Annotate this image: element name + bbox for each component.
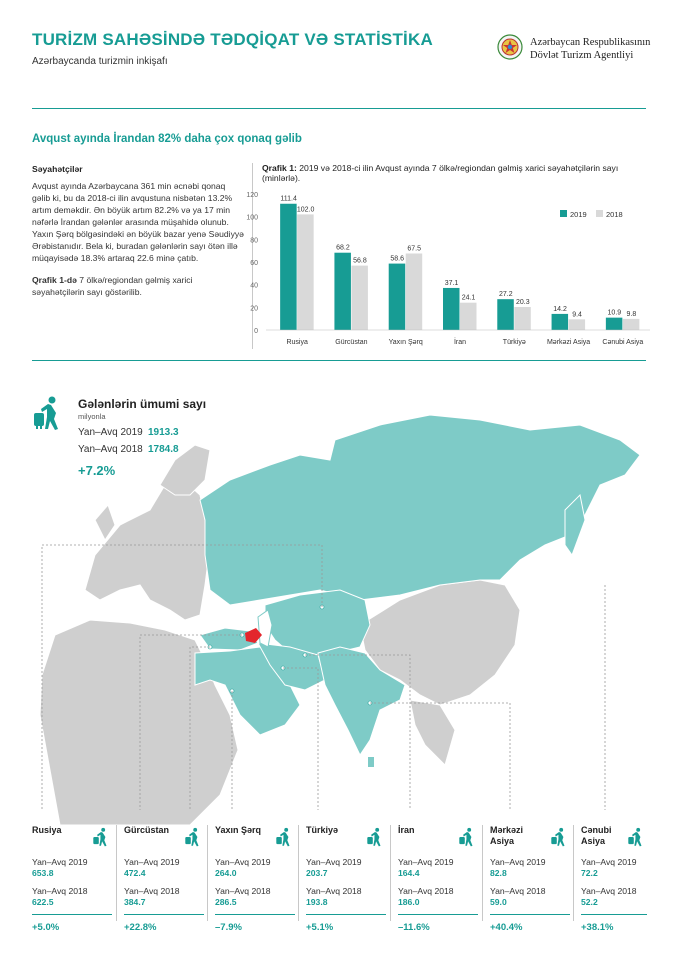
y-tick-label: 40 xyxy=(250,282,258,290)
section-heading: Avqust ayında İrandan 82% daha çox qonaq gəlib xyxy=(32,133,302,145)
page-title: TURİZM SAHƏSİNDƏ TƏDQİQAT VƏ STATİSTİKA xyxy=(32,30,433,49)
region-change: +5.0% xyxy=(32,922,60,933)
chart-note-rest: 7 ölkə/regiondan gəlmiş xarici səyahətçilərin sayı göstərilib. xyxy=(32,275,193,297)
y-tick-label: 120 xyxy=(246,192,258,199)
bar-value-label: 9.8 xyxy=(626,310,637,318)
bar-2018 xyxy=(297,214,314,330)
region-name: Rusiya xyxy=(32,825,62,835)
region-change: +38.1% xyxy=(581,922,614,933)
category-label: Gürcüstan xyxy=(335,339,368,346)
total-unit: milyonla xyxy=(78,412,106,421)
map-africa xyxy=(40,620,238,825)
bar-2018 xyxy=(351,266,368,330)
region-2018-value: 384.7 xyxy=(124,897,146,907)
walking-traveler-icon xyxy=(182,825,204,854)
map-se-asia xyxy=(410,700,455,765)
category-label: Yaxın Şərq xyxy=(388,339,423,346)
bar-2019 xyxy=(606,318,623,330)
legend-label: 2019 xyxy=(570,210,587,219)
total-title: Gələnlərin ümumi sayı xyxy=(78,397,207,411)
walking-traveler-icon xyxy=(625,825,647,854)
map-sri-lanka xyxy=(368,757,374,767)
bar-value-label: 68.2 xyxy=(336,244,350,252)
bar-2018 xyxy=(569,319,586,330)
chart-caption-bold: Qrafik 1: xyxy=(262,163,297,173)
walking-traveler-icon xyxy=(273,825,295,854)
region-2019-value: 82.8 xyxy=(490,868,507,878)
legend-swatch-2018 xyxy=(596,210,603,217)
region-2019-label: Yan–Avq 2019 xyxy=(215,857,271,867)
y-tick-label: 0 xyxy=(254,328,258,335)
text-block xyxy=(32,163,244,298)
bar-2018 xyxy=(623,319,640,330)
region-divider-line xyxy=(124,914,204,915)
bar-value-label: 37.1 xyxy=(444,279,459,287)
region-2019-label: Yan–Avq 2019 xyxy=(32,857,88,867)
region-2019-value: 72.2 xyxy=(581,868,598,878)
bar-value-label: 56.8 xyxy=(353,257,367,265)
region-column xyxy=(490,825,570,933)
region-column xyxy=(581,825,647,933)
bar-2018 xyxy=(460,303,477,330)
y-tick-label: 100 xyxy=(246,214,258,222)
map-caspian-sea xyxy=(258,610,272,647)
category-label: Türkiyə xyxy=(502,339,526,346)
bar-value-label: 24.1 xyxy=(461,294,476,302)
bar-value-label: 102.0 xyxy=(296,206,315,214)
agency-line-1: Azərbaycan Respublikasının xyxy=(530,37,651,48)
region-2018-label: Yan–Avq 2018 xyxy=(124,886,180,896)
region-2018-value: 622.5 xyxy=(32,897,54,907)
agency-name xyxy=(530,36,650,62)
region-column xyxy=(398,825,478,933)
state-emblem-icon xyxy=(497,34,523,60)
column-divider xyxy=(116,825,117,921)
y-tick-label: 80 xyxy=(250,237,258,245)
region-2019-label: Yan–Avq 2019 xyxy=(581,857,637,867)
column-divider xyxy=(573,825,574,921)
text-heading: Səyahətçilər xyxy=(32,164,83,174)
column-divider xyxy=(207,825,208,921)
bar-value-label: 58.6 xyxy=(390,255,405,263)
header-divider xyxy=(32,108,646,109)
chart-divider xyxy=(32,360,646,361)
y-tick-label: 20 xyxy=(250,305,258,313)
total-row-2018-value: 1784.8 xyxy=(148,444,179,455)
walking-traveler-icon xyxy=(28,395,68,431)
region-divider-line xyxy=(306,914,386,915)
bar-2018 xyxy=(406,254,423,331)
region-2018-value: 193.8 xyxy=(306,897,328,907)
region-2018-label: Yan–Avq 2018 xyxy=(306,886,362,896)
region-2019-value: 164.4 xyxy=(398,868,420,878)
bar-value-label: 20.3 xyxy=(515,298,530,306)
total-change: +7.2% xyxy=(78,463,116,478)
total-row-2019-label: Yan–Avq 2019 xyxy=(78,427,143,438)
bar-2019 xyxy=(334,253,351,330)
region-2018-value: 286.5 xyxy=(215,897,237,907)
region-change: +5.1% xyxy=(306,922,334,933)
bar-value-label: 27.2 xyxy=(498,291,513,299)
bar-chart xyxy=(240,178,660,353)
category-label: Cənubi Asiya xyxy=(602,339,644,346)
region-2019-value: 653.8 xyxy=(32,868,54,878)
bar-value-label: 9.4 xyxy=(572,311,582,319)
total-arrivals xyxy=(78,397,206,478)
region-2018-value: 52.2 xyxy=(581,897,598,907)
region-column xyxy=(215,825,295,933)
chart-caption-rest: 2019 və 2018-ci ilin Avqust ayında 7 ölkə/regiondan gəlmiş xarici səyahətçilərin sayı (minlərlə). xyxy=(262,163,619,183)
category-label: Rusiya xyxy=(286,339,308,346)
region-divider-line xyxy=(581,914,647,915)
legend-swatch-2019 xyxy=(560,210,567,217)
total-row-2019 xyxy=(78,427,206,438)
walking-traveler-icon xyxy=(364,825,386,854)
region-name: Türkiyə xyxy=(306,825,339,835)
column-divider xyxy=(482,825,483,921)
column-divider xyxy=(298,825,299,921)
bar-value-label: 111.4 xyxy=(280,195,297,203)
walking-traveler-icon xyxy=(456,825,478,854)
region-change: –7.9% xyxy=(215,922,242,933)
region-2018-label: Yan–Avq 2018 xyxy=(490,886,546,896)
region-2019-value: 264.0 xyxy=(215,868,237,878)
text-paragraph: Avqust ayında Azərbaycana 361 min əcnəbi qonaq gəlib ki, bu da 2018-ci ilin avqustuna nisbətən 13.2% artım deməkdir. Ən böyük artım 82.2% və ya 17 min nəfərlə İrandan gələnlər arasında müşahidə olunub. Yaxın Şərq bölgəsindəki ən böyük bazar yenə Səudiyyə Ərəbistanıdır. Bela ki, buradan gələnlərin sayı ötən illə müqayisədə 18.3% artaraq 22.6 minə çatıb. xyxy=(32,181,244,263)
region-change: +22.8% xyxy=(124,922,157,933)
bar-2019 xyxy=(280,204,297,330)
region-change: –11.6% xyxy=(398,922,430,933)
region-2018-label: Yan–Avq 2018 xyxy=(215,886,271,896)
region-2019-label: Yan–Avq 2019 xyxy=(306,857,362,867)
map-central-asia xyxy=(265,590,370,655)
region-column xyxy=(306,825,386,933)
region-2018-label: Yan–Avq 2018 xyxy=(32,886,88,896)
bar-2018 xyxy=(514,307,531,330)
bar-2019 xyxy=(552,314,569,330)
region-name: Cənubi Asiya xyxy=(581,825,612,846)
legend-label: 2018 xyxy=(606,210,623,219)
y-tick-label: 60 xyxy=(250,260,258,267)
category-label: Mərkəzi Asiya xyxy=(546,339,591,346)
region-2019-label: Yan–Avq 2019 xyxy=(124,857,180,867)
walking-traveler-icon xyxy=(548,825,570,854)
bar-2019 xyxy=(389,264,406,330)
walking-traveler-icon xyxy=(90,825,112,854)
total-row-2018 xyxy=(78,444,206,455)
region-2018-label: Yan–Avq 2018 xyxy=(398,886,454,896)
region-name: İran xyxy=(398,825,415,835)
region-2018-label: Yan–Avq 2018 xyxy=(581,886,637,896)
bar-value-label: 14.2 xyxy=(553,305,567,313)
total-row-2019-value: 1913.3 xyxy=(148,427,179,438)
page-subtitle: Azərbaycanda turizmin inkişafı xyxy=(32,56,168,67)
region-divider-line xyxy=(490,914,570,915)
chart-note-bold: Qrafik 1-də xyxy=(32,275,77,285)
region-divider-line xyxy=(398,914,478,915)
column-divider xyxy=(390,825,391,921)
region-2018-value: 59.0 xyxy=(490,897,507,907)
region-column xyxy=(124,825,204,933)
region-change: +40.4% xyxy=(490,922,523,933)
category-label: İran xyxy=(453,339,467,346)
bar-value-label: 10.9 xyxy=(607,309,622,317)
region-column xyxy=(32,825,112,933)
region-2019-value: 203.7 xyxy=(306,868,328,878)
region-2019-label: Yan–Avq 2019 xyxy=(490,857,546,867)
bar-2019 xyxy=(443,288,460,330)
bar-value-label: 67.5 xyxy=(407,245,422,253)
region-name: Mərkəzi Asiya xyxy=(490,825,524,846)
region-name: Yaxın Şərq xyxy=(215,825,262,835)
region-2019-value: 472.4 xyxy=(124,868,146,878)
total-row-2018-label: Yan–Avq 2018 xyxy=(78,444,143,455)
region-divider-line xyxy=(215,914,295,915)
region-2018-value: 186.0 xyxy=(398,897,420,907)
region-name: Gürcüstan xyxy=(124,825,170,835)
chart-note xyxy=(32,274,244,298)
region-2019-label: Yan–Avq 2019 xyxy=(398,857,454,867)
agency-line-2: Dövlət Turizm Agentliyi xyxy=(530,50,634,61)
bar-2019 xyxy=(497,299,514,330)
region-divider-line xyxy=(32,914,112,915)
map-europe-west xyxy=(85,477,210,620)
